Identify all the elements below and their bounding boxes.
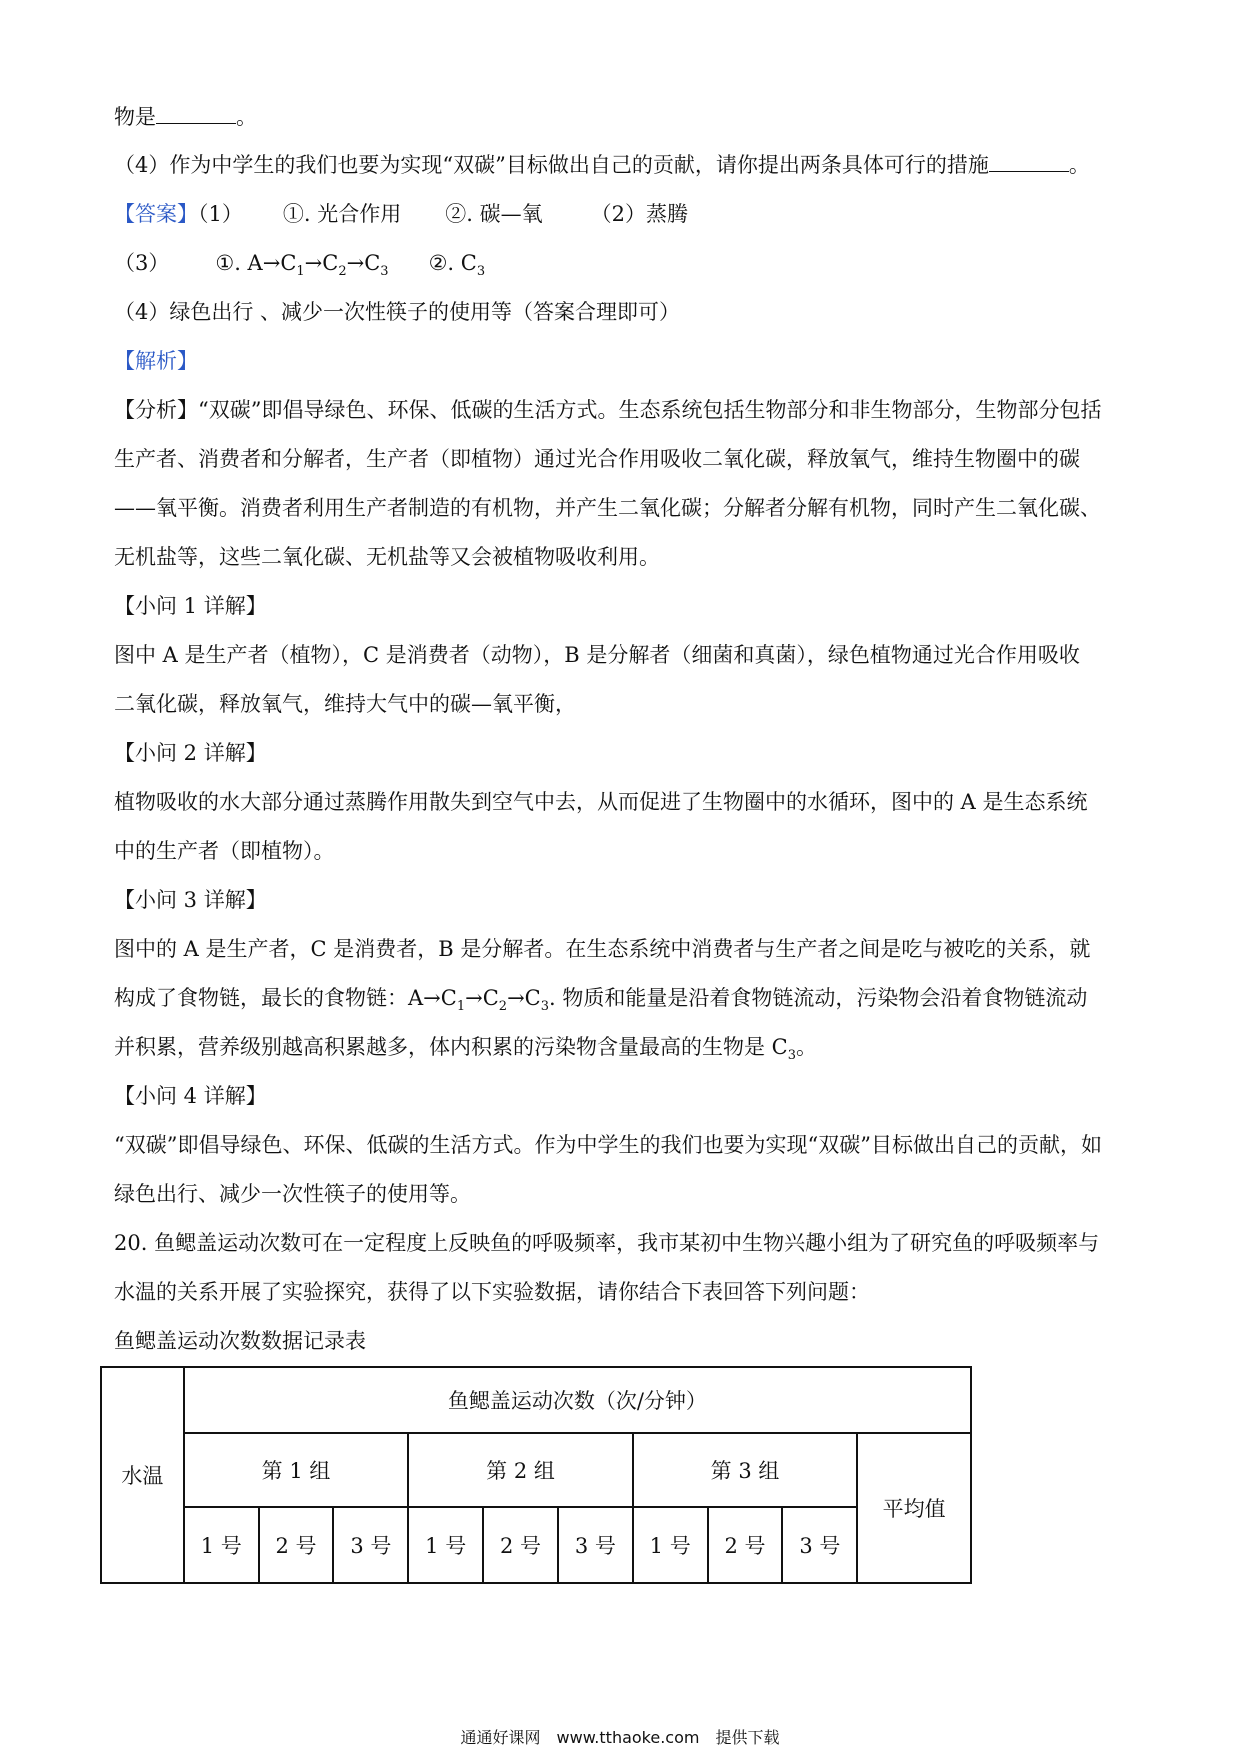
fish-header: 1 号	[184, 1507, 259, 1583]
q4-line-2: 绿色出行、减少一次性筷子的使用等。	[114, 1182, 471, 1206]
question-20-line-2: 水温的关系开展了实验探究，获得了以下实验数据，请你结合下表回答下列问题：	[114, 1280, 870, 1304]
line-1: 物是 。	[114, 105, 257, 129]
q1-line-1: 图中 A 是生产者（植物），C 是消费者（动物），B 是分解者（细菌和真菌），绿色植物通过光合作用吸收	[114, 643, 1080, 667]
water-temp-header: 水温	[101, 1367, 184, 1583]
group-1-header: 第 1 组	[184, 1433, 408, 1507]
q2-line-1: 植物吸收的水大部分通过蒸腾作用散失到空气中去，从而促进了生物圈中的水循环，图中的 A 是生态系统	[114, 790, 1088, 814]
q3-line-3: 并积累，营养级别越高积累越多，体内积累的污染物含量最高的生物是 $C_3$。	[114, 1035, 818, 1064]
q2-line-2: 中的生产者（即植物）。	[114, 839, 335, 863]
q3-line-1: 图中的 A 是生产者，C 是消费者，B 是分解者。在生态系统中消费者与生产者之间是吃与被吃的关系，就	[114, 937, 1091, 961]
question-20-line-1: 20. 鱼鳃盖运动次数可在一定程度上反映鱼的呼吸频率，我市某初中生物兴趣小组为了研究鱼的呼吸频率与	[114, 1231, 1100, 1255]
section-title-q3: 【小问 3 详解】	[114, 888, 267, 912]
answer-tag: 【答案】	[114, 202, 198, 226]
count-header: 鱼鳃盖运动次数（次/分钟）	[184, 1367, 971, 1433]
answer-blank	[989, 151, 1069, 172]
table-caption: 鱼鳃盖运动次数数据记录表	[114, 1329, 366, 1353]
answer-line-3: （4）绿色出行 、减少一次性筷子的使用等（答案合理即可）	[114, 300, 681, 324]
q1-line-2: 二氧化碳，释放氧气，维持大气中的碳—氧平衡，	[114, 692, 576, 716]
analysis-line-1: 【分析】“双碳”即倡导绿色、环保、低碳的生活方式。生态系统包括生物部分和非生物部分，生物部分包括	[114, 398, 1102, 422]
section-title-q1: 【小问 1 详解】	[114, 594, 267, 618]
answer-line-1: 【答案】（1） ①. 光合作用 ②. 碳—氧 （2）蒸腾	[114, 202, 688, 226]
analysis-tag: 【解析】	[114, 349, 198, 373]
fish-header: 2 号	[259, 1507, 334, 1583]
fish-header: 2 号	[708, 1507, 783, 1583]
data-table	[100, 1366, 972, 1584]
answer-blank	[156, 103, 236, 124]
analysis-line-2: 生产者、消费者和分解者，生产者（即植物）通过光合作用吸收二氧化碳，释放氧气，维持生物圈中的碳	[114, 447, 1080, 471]
analysis-line-3: ——氧平衡。消费者利用生产者制造的有机物，并产生二氧化碳；分解者分解有机物，同时产生二氧化碳、	[114, 496, 1101, 520]
fish-header: 1 号	[408, 1507, 483, 1583]
q3-line-2: 构成了食物链，最长的食物链：$A\to C_1\to C_2\to C_3$. 物质和能量是沿着食物链流动，污染物会沿着食物链流动	[114, 986, 1088, 1015]
line-question-4: （4）作为中学生的我们也要为实现“双碳”目标做出自己的贡献，请你提出两条具体可行的措施 。	[114, 153, 1090, 177]
fish-header: 3 号	[333, 1507, 408, 1583]
analysis-line-4: 无机盐等，这些二氧化碳、无机盐等又会被植物吸收利用。	[114, 545, 660, 569]
fish-header: 3 号	[782, 1507, 857, 1583]
group-2-header: 第 2 组	[408, 1433, 632, 1507]
page-footer: 通通好课网 www.tthaoke.com 提供下载	[460, 1728, 780, 1747]
answer-line-2: （3） ①. $A\to C_1\to C_2\to C_3$ ②. $C_3$	[114, 251, 486, 280]
fish-header: 3 号	[558, 1507, 633, 1583]
fish-header: 1 号	[633, 1507, 708, 1583]
section-title-q4: 【小问 4 详解】	[114, 1084, 267, 1108]
section-title-q2: 【小问 2 详解】	[114, 741, 267, 765]
q4-line-1: “双碳”即倡导绿色、环保、低碳的生活方式。作为中学生的我们也要为实现“双碳”目标做出自己的贡献，如	[114, 1133, 1102, 1157]
average-header: 平均值	[857, 1433, 971, 1583]
group-3-header: 第 3 组	[633, 1433, 857, 1507]
fish-header: 2 号	[483, 1507, 558, 1583]
